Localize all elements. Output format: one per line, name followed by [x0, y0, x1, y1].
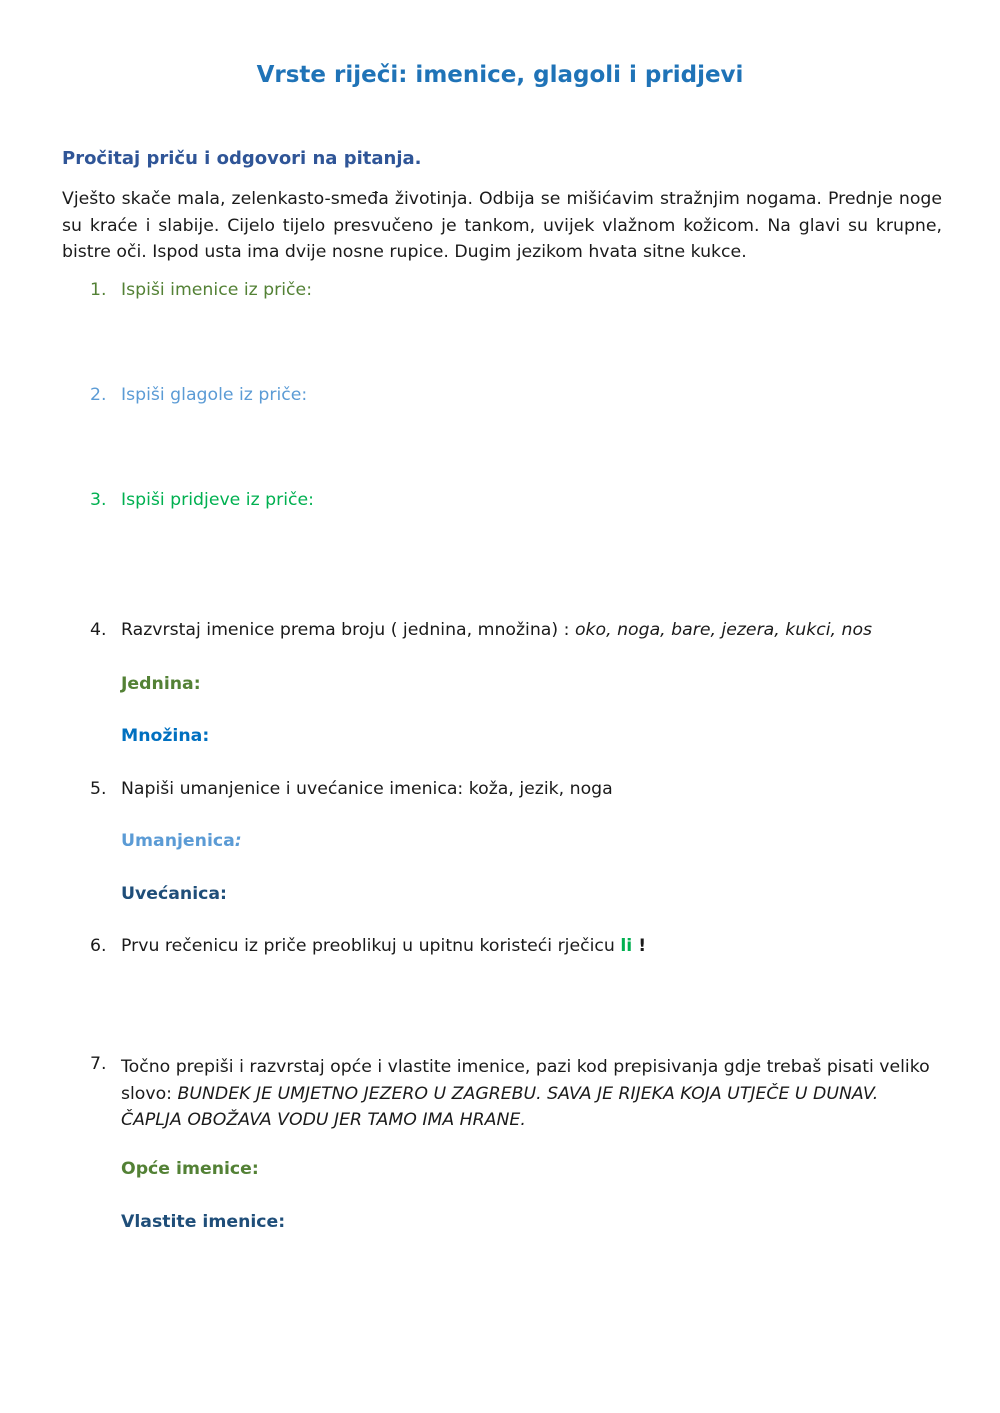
q7-opce-label: Opće imenice: [121, 1159, 259, 1179]
q4-number: 4. [90, 620, 107, 640]
q5-umanjenica-word: Umanjenica [121, 831, 235, 851]
page-title: Vrste riječi: imenice, glagoli i pridjevi [256, 62, 744, 88]
intro-instruction: Pročitaj priču i odgovori na pitanja. [62, 148, 422, 169]
q6-word-li: li [620, 936, 633, 956]
q6-text: Prvu rečenicu iz priče preoblikuj u upitnu koristeći rječicu [121, 936, 621, 956]
q1-text: Ispiši imenice iz priče: [121, 280, 313, 300]
q5-umanjenica-colon: : [234, 831, 242, 851]
q2-number: 2. [90, 385, 107, 405]
q4-jednina-label: Jednina: [121, 674, 201, 694]
q4-line [121, 620, 872, 640]
q6-line [121, 936, 646, 956]
q3-number: 3. [90, 490, 107, 510]
q7-text-block [121, 1054, 931, 1134]
q4-words: oko, noga, bare, jezera, kukci, nos [574, 620, 873, 640]
q7-number: 7. [90, 1054, 107, 1074]
q5-text: Napiši umanjenice i uvećanice imenica: koža, jezik, noga [121, 779, 613, 799]
q5-uvecanica-label: Uvećanica: [121, 884, 227, 904]
q6-number: 6. [90, 936, 107, 956]
q7-sentence: BUNDEK JE UMJETNO JEZERO U ZAGREBU. SAVA JE RIJEKA KOJA UTJEČE U DUNAV. ČAPLJA OBOŽAVA VODU JER TAMO IMA HRANE. [121, 1083, 879, 1130]
q5-umanjenica-label [121, 831, 242, 851]
q1-number: 1. [90, 280, 107, 300]
q5-number: 5. [90, 779, 107, 799]
q7-text: Točno prepiši i razvrstaj opće i vlastite imenice, pazi kod prepisivanja gdje trebaš pisati veliko slovo: [121, 1057, 930, 1104]
q3-text: Ispiši pridjeve iz priče: [121, 490, 314, 510]
story-text: Vješto skače mala, zelenkasto-smeđa životinja. Odbija se mišićavim stražnjim nogama. Prednje noge su kraće i slabije. Cijelo tijelo presvučeno je tankom, uvijek vlažnom kožicom. Na glavi su krupne, bistre oči. Ispod usta ima dvije nosne rupice. Dugim jezikom hvata sitne kukce. [62, 189, 942, 262]
q6-exclamation: ! [632, 936, 647, 956]
q4-text: Razvrstaj imenice prema broju ( jednina, množina) : [121, 620, 575, 640]
q2-text: Ispiši glagole iz priče: [121, 385, 308, 405]
q4-mnozina-label: Množina: [121, 726, 210, 746]
q7-vlastite-label: Vlastite imenice: [121, 1212, 286, 1232]
